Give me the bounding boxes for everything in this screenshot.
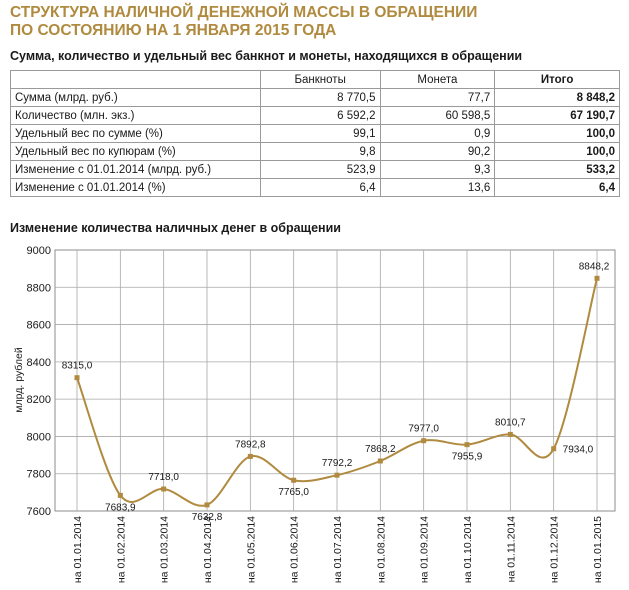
table-title: Сумма, количество и удельный вес банкнот и монеты, находящихся в обращении [10,49,523,63]
x-tick-label: на 01.05.2014 [245,516,258,584]
y-tick-label: 8400 [26,356,51,369]
coins-cell: 9,3 [380,161,495,179]
data-label: 8848,2 [578,261,610,273]
data-label: 7955,9 [451,451,483,463]
data-label: 7765,0 [278,487,309,499]
y-tick-label: 8000 [26,431,51,444]
y-tick-label: 7600 [26,506,51,518]
data-label: 7977,0 [408,423,439,435]
banknotes-cell: 6 592,2 [260,107,380,125]
column-header-banknotes: Банкноты [260,71,380,89]
page-title-line-1: СТРУКТУРА НАЛИЧНОЙ ДЕНЕЖНОЙ МАССЫ В ОБРАЩЕНИИ [10,4,478,21]
page-title-line-2: ПО СОСТОЯНИЮ НА 1 ЯНВАРЯ 2015 ГОДА [10,22,337,39]
x-tick-label: на 01.03.2014 [158,516,171,584]
total-cell: 67 190,7 [495,107,620,125]
data-point [421,438,426,443]
row-label: Сумма (млрд. руб.) [11,89,261,107]
x-tick-label: на 01.10.2014 [462,516,474,584]
y-tick-label: 8600 [26,319,51,332]
chart-title: Изменение количества наличных денег в обращении [10,221,341,235]
data-point [118,493,123,498]
data-point [161,487,166,492]
data-point [291,478,296,483]
data-label: 7683,9 [105,502,136,514]
coins-cell: 90,2 [380,143,495,161]
data-label: 7892,8 [235,439,266,451]
total-cell: 6,4 [495,179,620,197]
row-label: Удельный вес по купюрам (%) [11,143,261,161]
x-tick-label: на 01.04.2014 [202,516,214,584]
data-label: 7934,0 [562,444,594,456]
data-label: 7632,8 [191,511,223,523]
coins-cell: 77,7 [380,89,495,107]
data-point [75,375,80,380]
x-tick-label: на 01.02.2014 [115,516,128,584]
data-label: 7868,2 [365,443,396,455]
total-cell: 100,0 [495,143,620,161]
y-tick-label: 7800 [26,468,51,481]
banknotes-cell: 9,8 [260,143,380,161]
x-tick-label: на 01.12.2014 [548,516,561,584]
total-cell: 8 848,2 [495,89,620,107]
y-axis-label: млрд. рублей [13,347,25,413]
total-cell: 533,2 [495,161,620,179]
data-label: 7718,0 [148,472,179,484]
row-label: Изменение с 01.01.2014 (млрд. руб.) [11,161,261,179]
data-point [551,446,556,451]
row-label: Количество (млн. экз.) [11,107,261,125]
coins-cell: 0,9 [380,125,495,143]
data-point [378,458,383,463]
y-tick-label: 9000 [26,245,51,257]
row-label: Изменение с 01.01.2014 (%) [11,179,261,197]
data-point [205,502,210,507]
x-tick-label: на 01.09.2014 [418,516,431,584]
x-tick-label: на 01.11.2014 [505,516,518,583]
data-point [335,473,340,478]
coins-cell: 13,6 [380,179,495,197]
data-label: 8010,7 [495,417,526,429]
banknotes-cell: 6,4 [260,179,380,197]
row-label: Удельный вес по сумме (%) [11,125,261,143]
banknotes-cell: 8 770,5 [260,89,380,107]
x-tick-label: на 01.06.2014 [288,516,301,584]
data-label: 7792,2 [321,458,353,470]
data-point [508,432,513,437]
coins-cell: 60 598,5 [380,107,495,125]
data-point [248,454,253,459]
x-tick-label: на 01.07.2014 [332,516,344,584]
banknotes-cell: 523,9 [260,161,380,179]
y-tick-label: 8200 [26,394,51,407]
column-header-coins: Монета [380,71,495,89]
banknotes-cell: 99,1 [260,125,380,143]
data-label: 8315,0 [61,360,93,372]
x-tick-label: на 01.08.2014 [375,516,388,584]
x-tick-label: на 01.01.2014 [72,516,84,584]
plot-frame [55,250,615,514]
column-header-total: Итого [495,71,620,89]
total-cell: 100,0 [495,125,620,143]
data-point [595,276,600,281]
y-tick-label: 8800 [26,282,51,295]
x-tick-label: на 01.01.2015 [592,516,604,584]
data-point [465,442,470,447]
